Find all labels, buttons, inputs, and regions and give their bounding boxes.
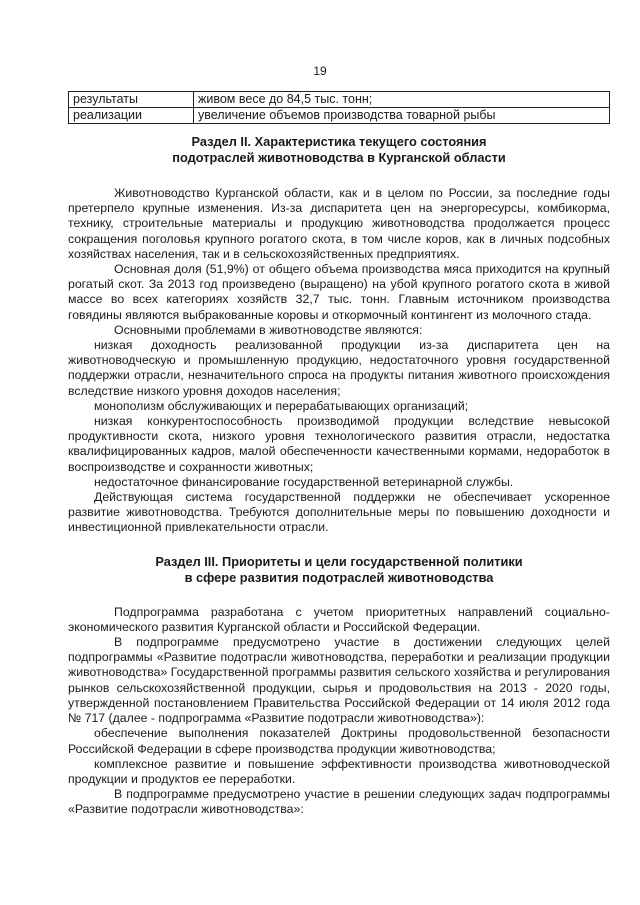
section-3-heading [68, 554, 610, 586]
list-item: низкая доходность реализованной продукции из-за диспаритета цен на животноводческую и промышленную продукцию, недостаточного уровня государственной поддержки отрасли, незначительного спроса на продукты питания животного происхождения вследствие низкого уровня доходов населения; [68, 338, 610, 398]
paragraph: В подпрограмме предусмотрено участие в достижении следующих целей подпрограммы «Развитие подотрасли животноводства, переработки и реализации продукции животноводства» Государственной программы развития сельского хозяйства и регулирования рынков сельскохозяйственной продукции, сырья и продовольствия на 2013 - 2020 годы, утвержденной постановлением Правительства Российской Федерации от 14 июля 2012 года № 717 (далее - подпрограмма «Развитие подотрасли животноводства»): [68, 635, 610, 726]
paragraph: Подпрограмма разработана с учетом приоритетных направлений социально-экономического развития Курганской области и Российской Федерации. [68, 604, 610, 634]
paragraph: Основная доля (51,9%) от общего объема производства мяса приходится на крупный рогатый скот. За 2013 год произведено (выращено) на убой крупного рогатого скота в живой массе во всех категориях хозяйств 32,7 тыс. тонн. Главным источником производства говядины являются выбракованные коровы и откормочный контингент из молочного стада. [68, 262, 610, 322]
section-3-title-line-2: в сфере развития подотраслей животноводства [184, 569, 494, 585]
table-row [69, 108, 610, 124]
section-2-title-line-2: подотраслей животноводства в Курганской области [172, 150, 506, 165]
results-table [68, 91, 610, 124]
document-body [68, 134, 610, 818]
section-2-heading [68, 134, 610, 166]
section-3-title-line-1: Раздел III. Приоритеты и цели государственной политики [155, 553, 523, 569]
list-item: обеспечение выполнения показателей Доктрины продовольственной безопасности Российской Федерации в сфере производства продукции животноводства; [68, 726, 610, 756]
list-item: недостаточное финансирование государственной ветеринарной службы. [94, 474, 514, 489]
table-cell: живом весе до 84,5 тыс. тонн; [194, 92, 610, 108]
list-item: комплексное развитие и повышение эффективности производства животноводческой продукции и продуктов ее переработки. [68, 756, 610, 786]
paragraph: Основными проблемами в животноводстве являются: [114, 322, 423, 337]
page-number: 19 [313, 64, 327, 78]
list-item: низкая конкурентоспособность производимой продукции вследствие невысокой продуктивности скота, низкого уровня технологического развития отрасли, недостатка квалифицированных кадров, малой обеспеченности качественными кормами, недоработок в воспроизводстве и сохранности животных; [68, 414, 610, 474]
section-2-title-line-1: Раздел II. Характеристика текущего состояния [191, 134, 487, 149]
list-item: монополизм обслуживающих и перерабатывающих организаций; [94, 398, 469, 413]
paragraph: Животноводство Курганской области, как и в целом по России, за последние годы претерпело крупные изменения. Из-за диспаритета цен на энергоресурсы, комбикорма, технику, строительные материалы и продукцию животноводства продолжается процесс сокращения поголовья крупного рогатого скота, в том числе коров, как в личных подсобных хозяйствах населения, так и в сельскохозяйственных предприятиях. [68, 186, 610, 261]
paragraph: В подпрограмме предусмотрено участие в решении следующих задач подпрограммы «Развитие подотрасли животноводства»: [68, 787, 610, 817]
paragraph: Действующая система государственной поддержки не обеспечивает ускоренное развитие животноводства. Требуются дополнительные меры по повышению доходности и инвестиционной привлекательности отрасли. [68, 490, 610, 535]
table-cell: увеличение объемов производства товарной рыбы [194, 108, 610, 124]
table-row [69, 92, 610, 108]
table-cell: результаты [69, 92, 194, 108]
table-cell: реализации [69, 108, 194, 124]
